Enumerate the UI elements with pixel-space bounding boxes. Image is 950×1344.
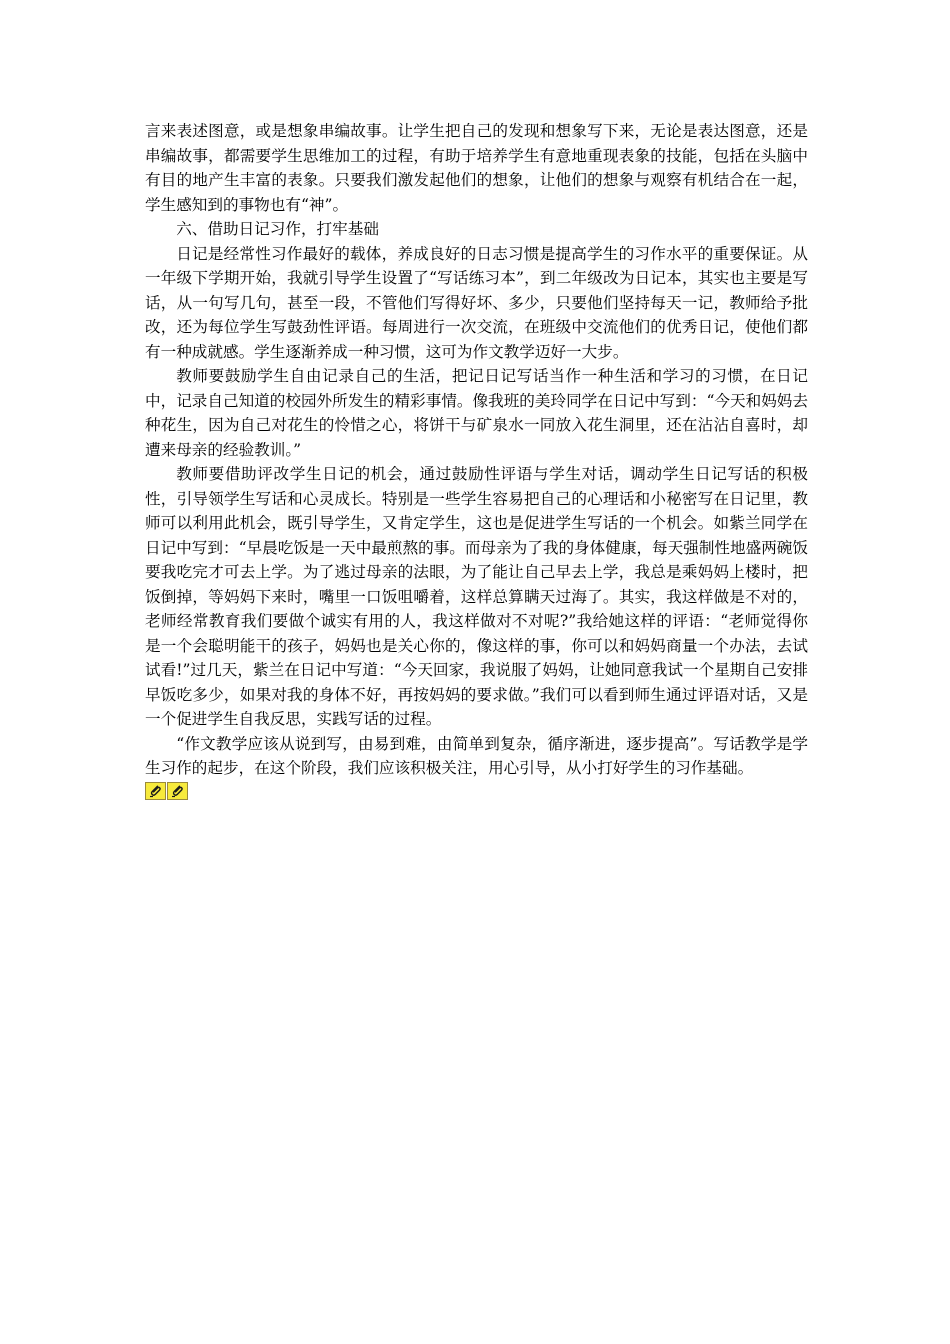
paragraph: 教师要鼓励学生自由记录自己的生活，把记日记写话当作一种生活和学习的习惯，在日记中，记录自己知道的校园外所发生的精彩事情。像我班的美玲同学在日记中写到：“今天和妈妈去种花生，因为自己对花生的怜惜之心，将饼干与矿泉水一同放入花生洞里，还在沾沾自喜时，却遭来母亲的经验教训。” <box>145 367 808 459</box>
embedded-object-icons <box>145 782 808 800</box>
section-heading: 六、借助日记习作，打牢基础 <box>176 220 379 238</box>
paperclip-icon <box>148 784 163 798</box>
embedded-object-icon[interactable] <box>145 782 166 800</box>
paragraph: 教师要借助评改学生日记的机会，通过鼓励性评语与学生对话，调动学生日记写话的积极性，引导领学生写话和心灵成长。特别是一些学生容易把自己的心理话和小秘密写在日记里，教师可以利用此机会，既引导学生，又肯定学生，这也是促进学生写话的一个机会。如紫兰同学在日记中写到：“早晨吃饭是一天中最煎熬的事。而母亲为了我的身体健康，每天强制性地盛两碗饭要我吃完才可去上学。为了逃过母亲的法眼，为了能让自己早去上学，我总是乘妈妈上楼时，把饭倒掉，等妈妈下来时，嘴里一口饭咀嚼着，这样总算瞒天过海了。其实，我这样做是不对的，老师经常教育我们要做个诚实有用的人，我这样做对不对呢?”我给她这样的评语：“老师觉得你是一个会聪明能干的孩子，妈妈也是关心你的，像这样的事，你可以和妈妈商量一个办法，去试试看!”过几天，紫兰在日记中写道：“今天回家，我说服了妈妈，让她同意我试一个星期自己安排早饭吃多少，如果对我的身体不好，再按妈妈的要求做。”我们可以看到师生通过评语对话，又是一个促进学生自我反思，实践写话的过程。 <box>145 465 808 728</box>
paragraph-continuation: 言来表述图意，或是想象串编故事。让学生把自己的发现和想象写下来，无论是表达图意，还是串编故事，都需要学生思维加工的过程，有助于培养学生有意地重现表象的技能，包括在头脑中有目的地产生丰富的表象。只要我们激发起他们的想象，让他们的想象与观察有机结合在一起，学生感知到的事物也有“神”。 <box>145 122 808 214</box>
embedded-object-icon[interactable] <box>167 782 188 800</box>
paperclip-icon <box>170 784 185 798</box>
paragraph-conclusion: “作文教学应该从说到写，由易到难，由简单到复杂，循序渐进，逐步提高”。写话教学是学生习作的起步，在这个阶段，我们应该积极关注，用心引导，从小打好学生的习作基础。 <box>145 734 808 777</box>
paragraph: 日记是经常性习作最好的载体，养成良好的日志习惯是提高学生的习作水平的重要保证。从一年级下学期开始，我就引导学生设置了“写话练习本”，到二年级改为日记本，其实也主要是写话，从一句写几句，甚至一段，不管他们写得好坏、多少，只要他们坚持每天一记，教师给予批改，还为每位学生写鼓劲性评语。每周进行一次交流，在班级中交流他们的优秀日记，使他们都有一种成就感。学生逐渐养成一种习惯，这可为作文教学迈好一大步。 <box>145 244 808 361</box>
document-body <box>145 119 808 800</box>
